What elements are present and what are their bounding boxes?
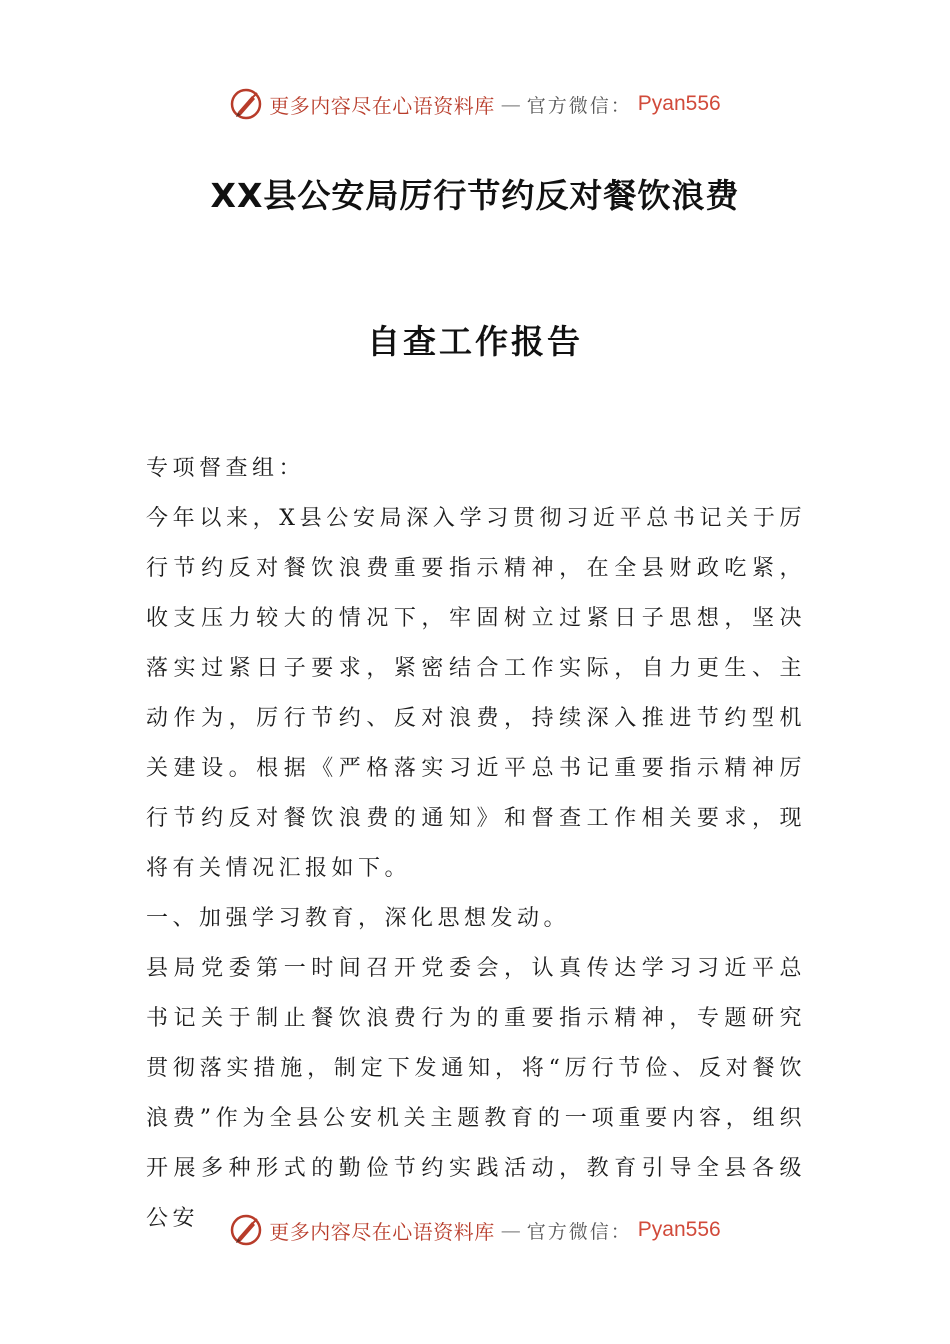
watermark-wechat-id: Pyan556 (637, 92, 721, 115)
section-heading: 一、加强学习教育，深化思想发动。 (146, 906, 571, 931)
watermark-text: 更多内容尽在心语资料库 (269, 1219, 495, 1244)
document-title-line1: XX县公安局厉行节约反对餐饮浪费 (210, 176, 740, 215)
pen-logo-icon (229, 87, 263, 121)
document-title-line2: 自查工作报告 (367, 322, 583, 361)
paragraph-intro: 今年以来，X县公安局深入学习贯彻习近平总书记关于厉行节约反对餐饮浪费重要指示精神，在全县财政吃紧，收支压力较大的情况下，牢固树立过紧日子思想，坚决落实过紧日子要求，紧密结合工作实际，自力更生、主动作为，厉行节约、反对浪费，持续深入推进节约型机关建设。根据《严格落实习近平总书记重要指示精神厉行节约反对餐饮浪费的通知》和督查工作相关要求，现将有关情况汇报如下。 (146, 506, 806, 881)
watermark-wechat-label: 官方微信： (526, 1220, 632, 1243)
paragraph-section-1: 县局党委第一时间召开党委会，认真传达学习习近平总书记关于制止餐饮浪费行为的重要指示精神，专题研究贯彻落实措施，制定下发通知，将“厉行节俭、反对餐饮浪费”作为全县公安机关主题教育的一项重要内容，组织开展多种形式的勤俭节约实践活动，教育引导全县各级公安 (146, 956, 806, 1231)
watermark-text: 更多内容尽在心语资料库 (269, 93, 495, 118)
watermark-wechat-id: Pyan556 (637, 1218, 721, 1241)
salutation: 专项督查组： (146, 456, 306, 481)
watermark-header (0, 84, 950, 124)
pen-logo-icon (229, 1213, 263, 1247)
watermark-footer (0, 1210, 950, 1250)
watermark-separator: — (500, 1218, 521, 1242)
watermark-wechat-label: 官方微信： (526, 94, 632, 117)
watermark-separator: — (500, 92, 521, 116)
document-body (146, 444, 806, 1244)
